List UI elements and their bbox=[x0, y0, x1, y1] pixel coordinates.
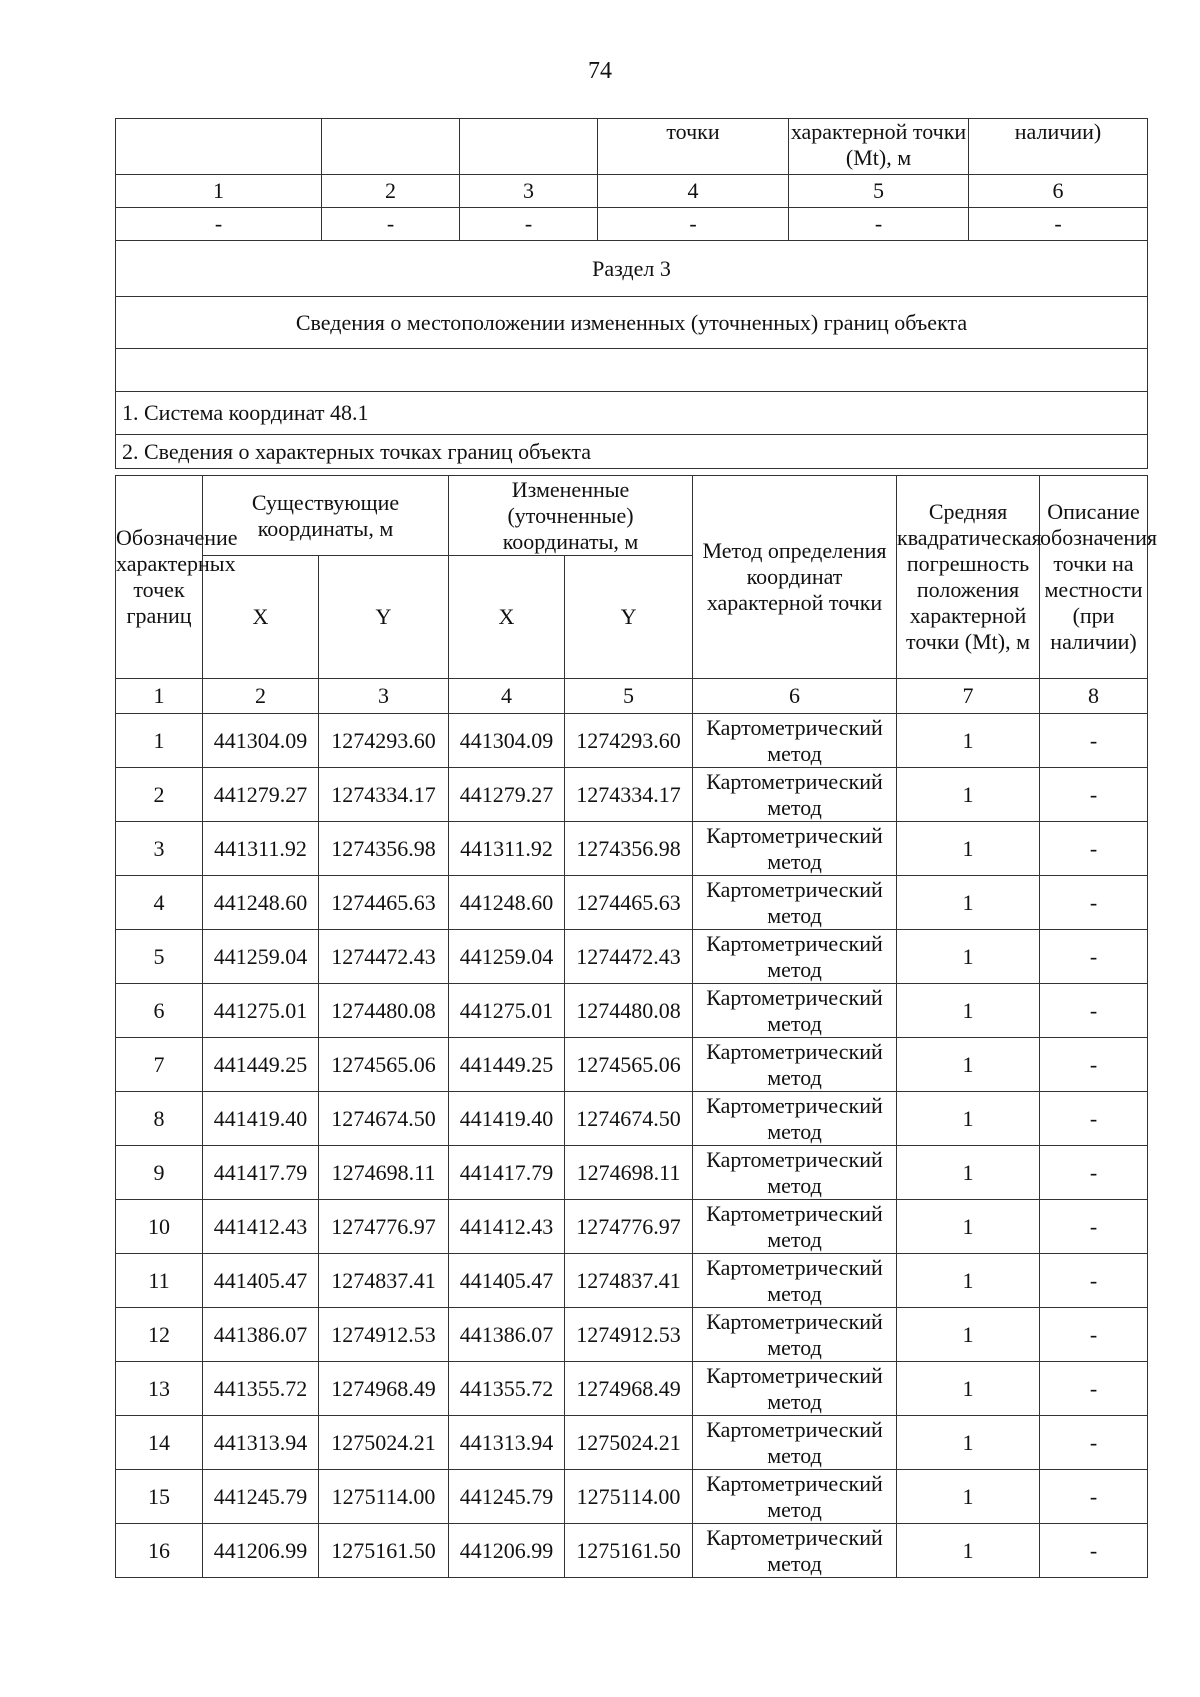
changed-x: 441405.47 bbox=[449, 1254, 565, 1308]
existing-y: 1275114.00 bbox=[319, 1470, 449, 1524]
table-row bbox=[116, 876, 1148, 930]
point-number: 13 bbox=[116, 1362, 203, 1416]
description: - bbox=[1040, 1092, 1148, 1146]
section-title: Раздел 3 bbox=[116, 241, 1148, 297]
table-row bbox=[116, 1362, 1148, 1416]
dash-row bbox=[116, 208, 1148, 241]
changed-x: 441279.27 bbox=[449, 768, 565, 822]
changed-y: 1274334.17 bbox=[565, 768, 693, 822]
method: Картометрический метод bbox=[693, 1092, 897, 1146]
dash-cell: - bbox=[969, 208, 1148, 241]
method: Картометрический метод bbox=[693, 1524, 897, 1578]
existing-y: 1274480.08 bbox=[319, 984, 449, 1038]
table-row bbox=[116, 1146, 1148, 1200]
mean-error: 1 bbox=[897, 876, 1040, 930]
method: Картометрический метод bbox=[693, 1200, 897, 1254]
changed-x: 441412.43 bbox=[449, 1200, 565, 1254]
method: Картометрический метод bbox=[693, 1362, 897, 1416]
existing-x: 441419.40 bbox=[203, 1092, 319, 1146]
changed-x: 441245.79 bbox=[449, 1470, 565, 1524]
point-number: 15 bbox=[116, 1470, 203, 1524]
changed-y: 1275114.00 bbox=[565, 1470, 693, 1524]
point-number: 8 bbox=[116, 1092, 203, 1146]
mean-error: 1 bbox=[897, 714, 1040, 768]
table-row bbox=[116, 768, 1148, 822]
method: Картометрический метод bbox=[693, 1038, 897, 1092]
description: - bbox=[1040, 930, 1148, 984]
existing-y: 1274293.60 bbox=[319, 714, 449, 768]
description: - bbox=[1040, 1362, 1148, 1416]
changed-y: 1275024.21 bbox=[565, 1416, 693, 1470]
mean-error: 1 bbox=[897, 1254, 1040, 1308]
point-number: 5 bbox=[116, 930, 203, 984]
point-number: 12 bbox=[116, 1308, 203, 1362]
method: Картометрический метод bbox=[693, 1416, 897, 1470]
method: Картометрический метод bbox=[693, 1308, 897, 1362]
header-changed-coordinates: Измененные (уточненные) координаты, м bbox=[449, 476, 693, 556]
changed-x: 441386.07 bbox=[449, 1308, 565, 1362]
changed-y: 1274674.50 bbox=[565, 1092, 693, 1146]
existing-x: 441405.47 bbox=[203, 1254, 319, 1308]
point-number: 4 bbox=[116, 876, 203, 930]
changed-y: 1274480.08 bbox=[565, 984, 693, 1038]
header-x-changed: X bbox=[449, 556, 565, 679]
table-row bbox=[116, 714, 1148, 768]
column-number: 1 bbox=[116, 175, 322, 208]
point-number: 16 bbox=[116, 1524, 203, 1578]
point-number: 2 bbox=[116, 768, 203, 822]
point-number: 3 bbox=[116, 822, 203, 876]
dash-cell: - bbox=[598, 208, 789, 241]
existing-y: 1274912.53 bbox=[319, 1308, 449, 1362]
header-error: Средняя квадратическая погрешность положения характерной точки (Mt), м bbox=[897, 476, 1040, 679]
changed-x: 441311.92 bbox=[449, 822, 565, 876]
description: - bbox=[1040, 1254, 1148, 1308]
changed-x: 441248.60 bbox=[449, 876, 565, 930]
description: - bbox=[1040, 1470, 1148, 1524]
existing-y: 1274472.43 bbox=[319, 930, 449, 984]
table-row bbox=[116, 1416, 1148, 1470]
description: - bbox=[1040, 1524, 1148, 1578]
changed-y: 1274465.63 bbox=[565, 876, 693, 930]
changed-x: 441206.99 bbox=[449, 1524, 565, 1578]
existing-y: 1274565.06 bbox=[319, 1038, 449, 1092]
changed-x: 441419.40 bbox=[449, 1092, 565, 1146]
dash-cell: - bbox=[322, 208, 460, 241]
existing-x: 441311.92 bbox=[203, 822, 319, 876]
header-cell: характерной точки (Mt), м bbox=[789, 119, 969, 175]
existing-x: 441417.79 bbox=[203, 1146, 319, 1200]
header-cell: наличии) bbox=[969, 119, 1148, 175]
mean-error: 1 bbox=[897, 1362, 1040, 1416]
header-cell bbox=[322, 119, 460, 175]
existing-x: 441245.79 bbox=[203, 1470, 319, 1524]
mean-error: 1 bbox=[897, 1200, 1040, 1254]
existing-y: 1274465.63 bbox=[319, 876, 449, 930]
coordinate-system: 1. Система координат 48.1 bbox=[116, 392, 1148, 435]
description: - bbox=[1040, 822, 1148, 876]
existing-x: 441412.43 bbox=[203, 1200, 319, 1254]
changed-y: 1274912.53 bbox=[565, 1308, 693, 1362]
existing-y: 1274776.97 bbox=[319, 1200, 449, 1254]
table-row bbox=[116, 1038, 1148, 1092]
method: Картометрический метод bbox=[693, 1254, 897, 1308]
changed-y: 1274698.11 bbox=[565, 1146, 693, 1200]
column-number: 3 bbox=[460, 175, 598, 208]
column-number: 1 bbox=[116, 679, 203, 714]
header-cell bbox=[460, 119, 598, 175]
column-number: 5 bbox=[789, 175, 969, 208]
points-heading: 2. Сведения о характерных точках границ объекта bbox=[116, 435, 1148, 469]
mean-error: 1 bbox=[897, 1524, 1040, 1578]
existing-x: 441279.27 bbox=[203, 768, 319, 822]
column-number-row bbox=[116, 175, 1148, 208]
mean-error: 1 bbox=[897, 1146, 1040, 1200]
section-header-table bbox=[115, 118, 1148, 469]
changed-y: 1275161.50 bbox=[565, 1524, 693, 1578]
header-existing-coordinates: Существующие координаты, м bbox=[203, 476, 449, 556]
existing-x: 441248.60 bbox=[203, 876, 319, 930]
header-y-changed: Y bbox=[565, 556, 693, 679]
description: - bbox=[1040, 714, 1148, 768]
column-number: 4 bbox=[598, 175, 789, 208]
table-row bbox=[116, 1254, 1148, 1308]
method: Картометрический метод bbox=[693, 822, 897, 876]
table-row bbox=[116, 1308, 1148, 1362]
point-number: 1 bbox=[116, 714, 203, 768]
column-number: 6 bbox=[693, 679, 897, 714]
column-number: 6 bbox=[969, 175, 1148, 208]
changed-y: 1274356.98 bbox=[565, 822, 693, 876]
header-cell: точки bbox=[598, 119, 789, 175]
changed-x: 441449.25 bbox=[449, 1038, 565, 1092]
existing-x: 441449.25 bbox=[203, 1038, 319, 1092]
changed-x: 441355.72 bbox=[449, 1362, 565, 1416]
column-number: 8 bbox=[1040, 679, 1148, 714]
existing-x: 441304.09 bbox=[203, 714, 319, 768]
changed-y: 1274565.06 bbox=[565, 1038, 693, 1092]
mean-error: 1 bbox=[897, 1470, 1040, 1524]
column-number: 2 bbox=[203, 679, 319, 714]
description: - bbox=[1040, 1308, 1148, 1362]
method: Картометрический метод bbox=[693, 876, 897, 930]
mean-error: 1 bbox=[897, 930, 1040, 984]
mean-error: 1 bbox=[897, 1308, 1040, 1362]
description: - bbox=[1040, 768, 1148, 822]
changed-y: 1274837.41 bbox=[565, 1254, 693, 1308]
header-cell bbox=[116, 119, 322, 175]
existing-x: 441275.01 bbox=[203, 984, 319, 1038]
existing-x: 441386.07 bbox=[203, 1308, 319, 1362]
existing-x: 441313.94 bbox=[203, 1416, 319, 1470]
method: Картометрический метод bbox=[693, 1470, 897, 1524]
existing-y: 1274356.98 bbox=[319, 822, 449, 876]
point-number: 7 bbox=[116, 1038, 203, 1092]
column-number: 4 bbox=[449, 679, 565, 714]
point-number: 11 bbox=[116, 1254, 203, 1308]
mean-error: 1 bbox=[897, 1092, 1040, 1146]
changed-x: 441275.01 bbox=[449, 984, 565, 1038]
existing-y: 1275024.21 bbox=[319, 1416, 449, 1470]
header-y-existing: Y bbox=[319, 556, 449, 679]
dash-cell: - bbox=[460, 208, 598, 241]
boundary-points-table bbox=[115, 475, 1158, 1578]
mean-error: 1 bbox=[897, 768, 1040, 822]
table-row bbox=[116, 822, 1148, 876]
point-rows bbox=[116, 714, 1148, 1578]
column-number: 2 bbox=[322, 175, 460, 208]
existing-y: 1274698.11 bbox=[319, 1146, 449, 1200]
table-row bbox=[116, 984, 1148, 1038]
mean-error: 1 bbox=[897, 822, 1040, 876]
description: - bbox=[1040, 1038, 1148, 1092]
section-subtitle: Сведения о местоположении измененных (уточненных) границ объекта bbox=[116, 297, 1148, 349]
method: Картометрический метод bbox=[693, 1146, 897, 1200]
column-number: 7 bbox=[897, 679, 1040, 714]
method: Картометрический метод bbox=[693, 984, 897, 1038]
page-number: 74 bbox=[588, 58, 612, 84]
column-number: 5 bbox=[565, 679, 693, 714]
point-number: 14 bbox=[116, 1416, 203, 1470]
empty-row bbox=[116, 349, 1148, 392]
table-row bbox=[116, 1092, 1148, 1146]
table-row bbox=[116, 930, 1148, 984]
description: - bbox=[1040, 1146, 1148, 1200]
description: - bbox=[1040, 984, 1148, 1038]
existing-x: 441206.99 bbox=[203, 1524, 319, 1578]
mean-error: 1 bbox=[897, 1038, 1040, 1092]
existing-y: 1274968.49 bbox=[319, 1362, 449, 1416]
description: - bbox=[1040, 876, 1148, 930]
changed-x: 441304.09 bbox=[449, 714, 565, 768]
method: Картометрический метод bbox=[693, 768, 897, 822]
point-number: 9 bbox=[116, 1146, 203, 1200]
mean-error: 1 bbox=[897, 984, 1040, 1038]
changed-y: 1274968.49 bbox=[565, 1362, 693, 1416]
column-number: 3 bbox=[319, 679, 449, 714]
header-description: Описание обозначения точки на местности (при наличии) bbox=[1040, 476, 1148, 679]
changed-x: 441313.94 bbox=[449, 1416, 565, 1470]
existing-x: 441355.72 bbox=[203, 1362, 319, 1416]
method: Картометрический метод bbox=[693, 714, 897, 768]
continued-header-row bbox=[116, 119, 1148, 175]
changed-y: 1274776.97 bbox=[565, 1200, 693, 1254]
mean-error: 1 bbox=[897, 1416, 1040, 1470]
existing-y: 1275161.50 bbox=[319, 1524, 449, 1578]
header-method: Метод определения координат характерной точки bbox=[693, 476, 897, 679]
table-row bbox=[116, 1470, 1148, 1524]
changed-y: 1274472.43 bbox=[565, 930, 693, 984]
existing-y: 1274334.17 bbox=[319, 768, 449, 822]
point-number: 6 bbox=[116, 984, 203, 1038]
changed-y: 1274293.60 bbox=[565, 714, 693, 768]
dash-cell: - bbox=[116, 208, 322, 241]
table-row bbox=[116, 1524, 1148, 1578]
method: Картометрический метод bbox=[693, 930, 897, 984]
table-row bbox=[116, 1200, 1148, 1254]
column-number-row bbox=[116, 679, 1148, 714]
description: - bbox=[1040, 1200, 1148, 1254]
existing-x: 441259.04 bbox=[203, 930, 319, 984]
header-x-existing: X bbox=[203, 556, 319, 679]
changed-x: 441259.04 bbox=[449, 930, 565, 984]
description: - bbox=[1040, 1416, 1148, 1470]
existing-y: 1274837.41 bbox=[319, 1254, 449, 1308]
existing-y: 1274674.50 bbox=[319, 1092, 449, 1146]
header-designation: Обозначение характерных точек границ bbox=[116, 476, 203, 679]
changed-x: 441417.79 bbox=[449, 1146, 565, 1200]
point-number: 10 bbox=[116, 1200, 203, 1254]
dash-cell: - bbox=[789, 208, 969, 241]
